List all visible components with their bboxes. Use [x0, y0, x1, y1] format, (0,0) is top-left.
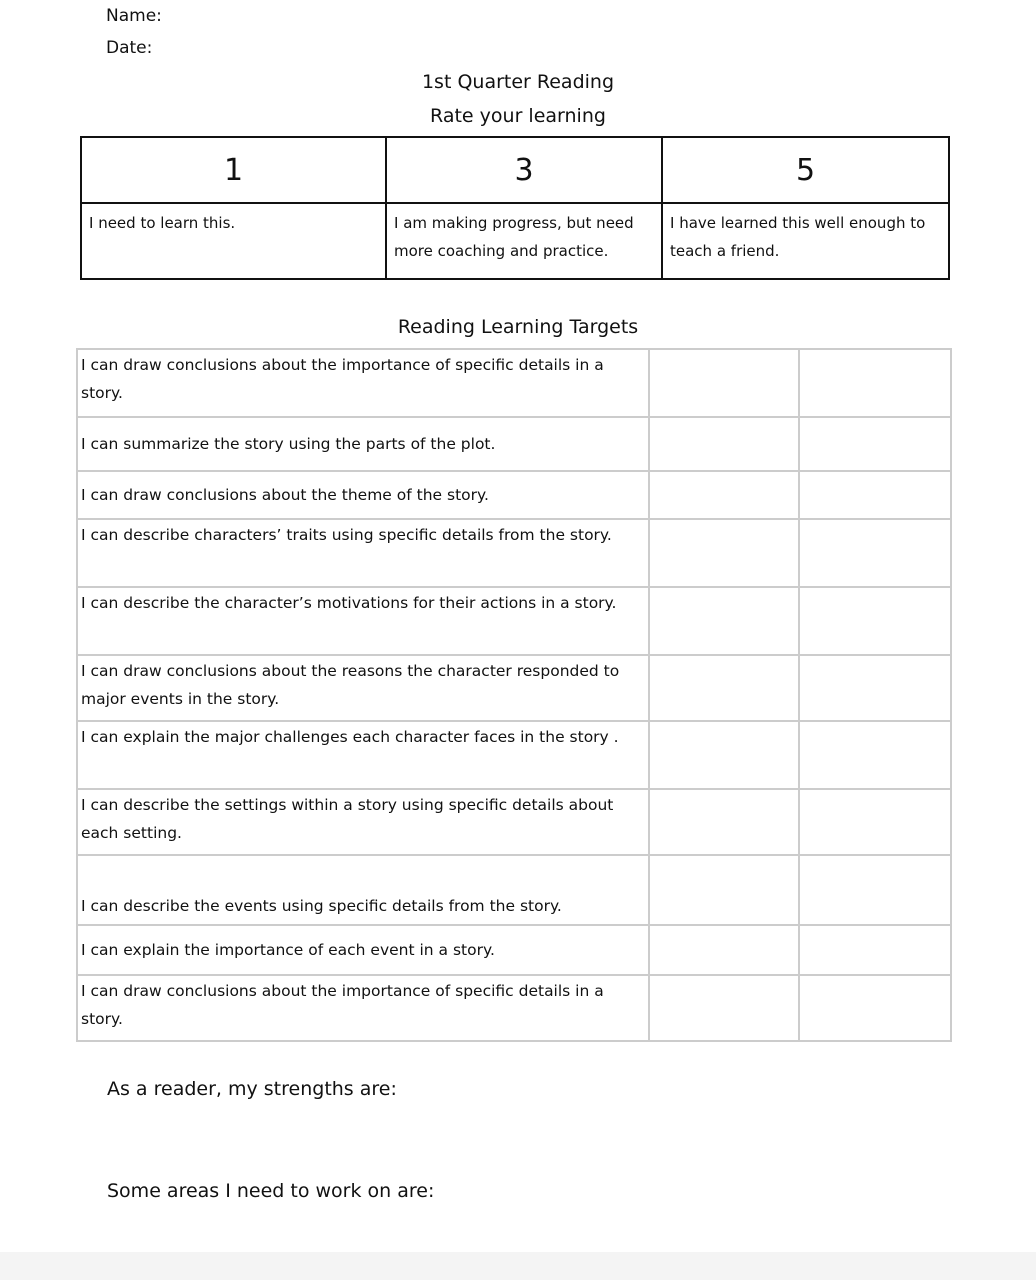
learning-targets-table	[76, 348, 952, 1042]
target-statement: I can draw conclusions about the reasons the character responded to major events in the story.	[77, 655, 649, 721]
rating-cell[interactable]	[799, 417, 951, 471]
page-title: 1st Quarter Reading	[421, 71, 615, 93]
table-row	[77, 655, 951, 721]
table-row	[77, 471, 951, 519]
rating-cell[interactable]	[649, 721, 799, 789]
target-statement: I can describe the character’s motivations for their actions in a story.	[77, 587, 649, 655]
rating-cell[interactable]	[799, 349, 951, 417]
rating-scale-table	[80, 136, 950, 280]
table-row	[77, 925, 951, 975]
target-statement: I can summarize the story using the parts of the plot.	[77, 417, 649, 471]
rating-scale-numbers-row	[81, 137, 949, 203]
target-statement: I can draw conclusions about the importance of specific details in a story.	[77, 349, 649, 417]
rating-cell[interactable]	[799, 519, 951, 587]
table-row	[77, 789, 951, 855]
target-statement: I can describe the events using specific details from the story.	[77, 855, 649, 925]
rating-cell[interactable]	[649, 855, 799, 925]
table-row	[77, 975, 951, 1041]
rating-cell[interactable]	[649, 471, 799, 519]
rating-cell[interactable]	[649, 349, 799, 417]
rating-cell[interactable]	[649, 417, 799, 471]
target-statement: I can describe the settings within a story using specific details about each setting.	[77, 789, 649, 855]
rating-cell[interactable]	[649, 925, 799, 975]
target-statement: I can explain the major challenges each character faces in the story .	[77, 721, 649, 789]
rating-cell[interactable]	[799, 471, 951, 519]
rating-level-number: 5	[662, 137, 949, 203]
table-row	[77, 349, 951, 417]
table-row	[77, 417, 951, 471]
rating-cell[interactable]	[799, 925, 951, 975]
rating-cell[interactable]	[799, 975, 951, 1041]
rating-scale-descriptions-row	[81, 203, 949, 279]
table-row	[77, 519, 951, 587]
rating-cell[interactable]	[799, 587, 951, 655]
page-subtitle: Rate your learning	[430, 105, 606, 127]
work-on-prompt: Some areas I need to work on are:	[107, 1180, 435, 1202]
page-bottom-shade	[0, 1252, 1036, 1280]
rating-cell[interactable]	[649, 975, 799, 1041]
date-label: Date:	[106, 38, 153, 58]
name-label: Name:	[106, 6, 162, 26]
rating-cell[interactable]	[799, 721, 951, 789]
rating-cell[interactable]	[649, 587, 799, 655]
rating-cell[interactable]	[799, 855, 951, 925]
rating-cell[interactable]	[649, 655, 799, 721]
rating-cell[interactable]	[799, 789, 951, 855]
table-row	[77, 855, 951, 925]
target-statement: I can describe characters’ traits using specific details from the story.	[77, 519, 649, 587]
rating-level-description: I am making progress, but need more coaching and practice.	[386, 203, 662, 279]
target-statement: I can explain the importance of each event in a story.	[77, 925, 649, 975]
rating-level-description: I need to learn this.	[81, 203, 386, 279]
rating-cell[interactable]	[799, 655, 951, 721]
rating-level-number: 1	[81, 137, 386, 203]
target-statement: I can draw conclusions about the theme of the story.	[77, 471, 649, 519]
strengths-prompt: As a reader, my strengths are:	[107, 1078, 397, 1100]
rating-cell[interactable]	[649, 519, 799, 587]
targets-title: Reading Learning Targets	[397, 316, 639, 338]
rating-level-number: 3	[386, 137, 662, 203]
rating-cell[interactable]	[649, 789, 799, 855]
table-row	[77, 721, 951, 789]
target-statement: I can draw conclusions about the importance of specific details in a story.	[77, 975, 649, 1041]
table-row	[77, 587, 951, 655]
rating-level-description: I have learned this well enough to teach a friend.	[662, 203, 949, 279]
